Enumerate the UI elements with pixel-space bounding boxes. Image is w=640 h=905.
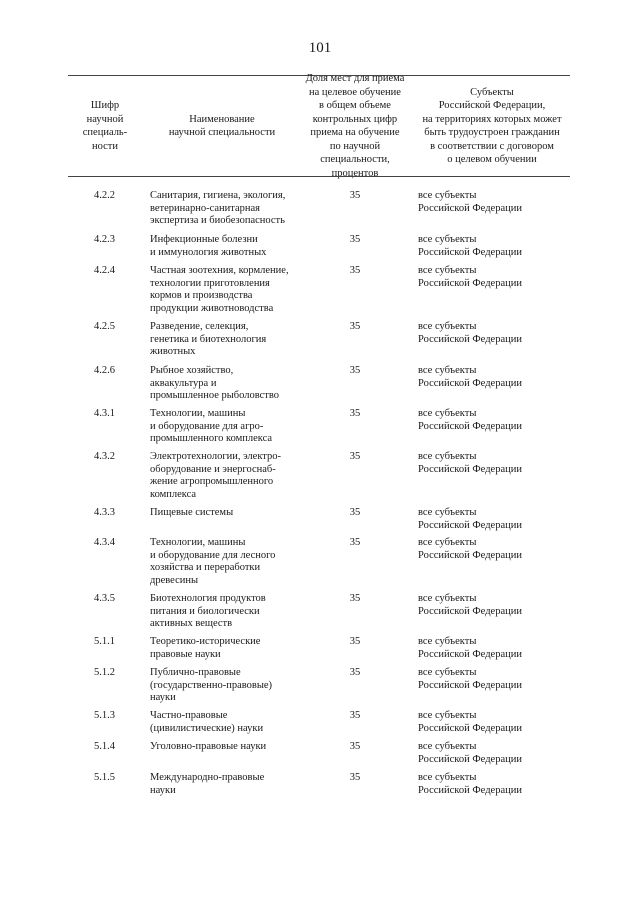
row-subjects: все субъекты Российской Федерации <box>418 537 522 561</box>
row-code: 5.1.5 <box>94 772 115 783</box>
row-subjects: все субъекты Российской Федерации <box>418 636 522 660</box>
row-subjects: все субъекты Российской Федерации <box>418 265 522 289</box>
row-code: 4.2.5 <box>94 321 115 332</box>
table-row <box>0 265 640 321</box>
row-name: Электротехнологии, электро- оборудование и энергоснаб- жение агропромышленного комплекса <box>150 451 282 500</box>
table-row <box>0 365 640 408</box>
row-subjects: все субъекты Российской Федерации <box>418 234 522 258</box>
table-row <box>0 593 640 636</box>
row-code: 4.3.4 <box>94 537 115 548</box>
row-name: Рыбное хозяйство, аквакультура и промышленное рыболовство <box>150 365 280 401</box>
header-share: Доля мест для приема на целевое обучение в общем объеме контрольных цифр приема на обучение по научной специальности, процентов <box>305 73 405 179</box>
row-subjects: все субъекты Российской Федерации <box>418 507 522 531</box>
row-share: 35 <box>349 265 361 276</box>
row-name: Публично-правовые (государственно-правовые) науки <box>150 667 273 703</box>
row-code: 5.1.4 <box>94 741 115 752</box>
row-name: Пищевые системы <box>150 507 234 518</box>
row-share: 35 <box>349 451 361 462</box>
row-name: Инфекционные болезни и иммунология животных <box>150 234 267 258</box>
row-code: 4.3.5 <box>94 593 115 604</box>
row-name: Технологии, машины и оборудование для лесного хозяйства и переработки древесины <box>150 537 276 586</box>
row-code: 5.1.1 <box>94 636 115 647</box>
row-subjects: все субъекты Российской Федерации <box>418 667 522 691</box>
row-share: 35 <box>349 321 361 332</box>
row-share: 35 <box>349 507 361 518</box>
row-code: 4.3.2 <box>94 451 115 462</box>
header-name: Наименование научной специальности <box>168 113 276 138</box>
row-share: 35 <box>349 593 361 604</box>
page-number: 101 <box>308 40 332 56</box>
table-row <box>0 321 640 365</box>
row-share: 35 <box>349 772 361 783</box>
row-subjects: все субъекты Российской Федерации <box>418 365 522 389</box>
row-share: 35 <box>349 190 361 201</box>
row-code: 4.2.3 <box>94 234 115 245</box>
row-code: 4.2.4 <box>94 265 115 276</box>
table-row <box>0 636 640 667</box>
row-name: Частная зоотехния, кормление, технологии приготовления кормов и производства продукции животноводства <box>150 265 289 314</box>
table-row <box>0 667 640 710</box>
row-name: Санитария, гигиена, экология, ветеринарно-санитарная экспертиза и биобезопасность <box>150 190 286 226</box>
row-subjects: все субъекты Российской Федерации <box>418 451 522 475</box>
table-row <box>0 537 640 593</box>
row-share: 35 <box>349 537 361 548</box>
table-row <box>0 710 640 741</box>
row-share: 35 <box>349 741 361 752</box>
row-subjects: все субъекты Российской Федерации <box>418 710 522 734</box>
header-subjects: Субъекты Российской Федерации, на территориях которых может быть трудоустроен гражданин в соответствии с договором о целевом обучении <box>422 86 562 165</box>
table-row <box>0 507 640 537</box>
table-row <box>0 408 640 451</box>
row-name: Биотехнология продуктов питания и биологически активных веществ <box>150 593 266 629</box>
table-row <box>0 190 640 234</box>
row-share: 35 <box>349 408 361 419</box>
row-subjects: все субъекты Российской Федерации <box>418 408 522 432</box>
row-share: 35 <box>349 667 361 678</box>
row-name: Уголовно-правовые науки <box>150 741 267 752</box>
row-name: Международно-правовые науки <box>150 772 265 796</box>
row-share: 35 <box>349 365 361 376</box>
row-subjects: все субъекты Российской Федерации <box>418 772 522 796</box>
row-name: Частно-правовые (цивилистические) науки <box>150 710 264 734</box>
row-subjects: все субъекты Российской Федерации <box>418 190 522 214</box>
row-subjects: все субъекты Российской Федерации <box>418 321 522 345</box>
row-subjects: все субъекты Российской Федерации <box>418 741 522 765</box>
row-code: 4.2.6 <box>94 365 115 376</box>
row-code: 5.1.2 <box>94 667 115 678</box>
table-row <box>0 234 640 265</box>
row-share: 35 <box>349 636 361 647</box>
table-row <box>0 772 640 803</box>
row-code: 4.3.1 <box>94 408 115 419</box>
row-code: 5.1.3 <box>94 710 115 721</box>
header-code: Шифр научной специаль- ности <box>82 100 128 152</box>
row-name: Технологии, машины и оборудование для агро- промышленного комплекса <box>150 408 273 444</box>
row-share: 35 <box>349 710 361 721</box>
table-header-bottom-rule <box>68 176 570 177</box>
row-code: 4.2.2 <box>94 190 115 201</box>
row-name: Разведение, селекция, генетика и биотехнология животных <box>150 321 267 357</box>
table-body <box>0 190 640 803</box>
table-row <box>0 451 640 507</box>
row-subjects: все субъекты Российской Федерации <box>418 593 522 617</box>
row-share: 35 <box>349 234 361 245</box>
row-name: Теоретико-исторические правовые науки <box>150 636 261 660</box>
row-code: 4.3.3 <box>94 507 115 518</box>
table-row <box>0 741 640 772</box>
